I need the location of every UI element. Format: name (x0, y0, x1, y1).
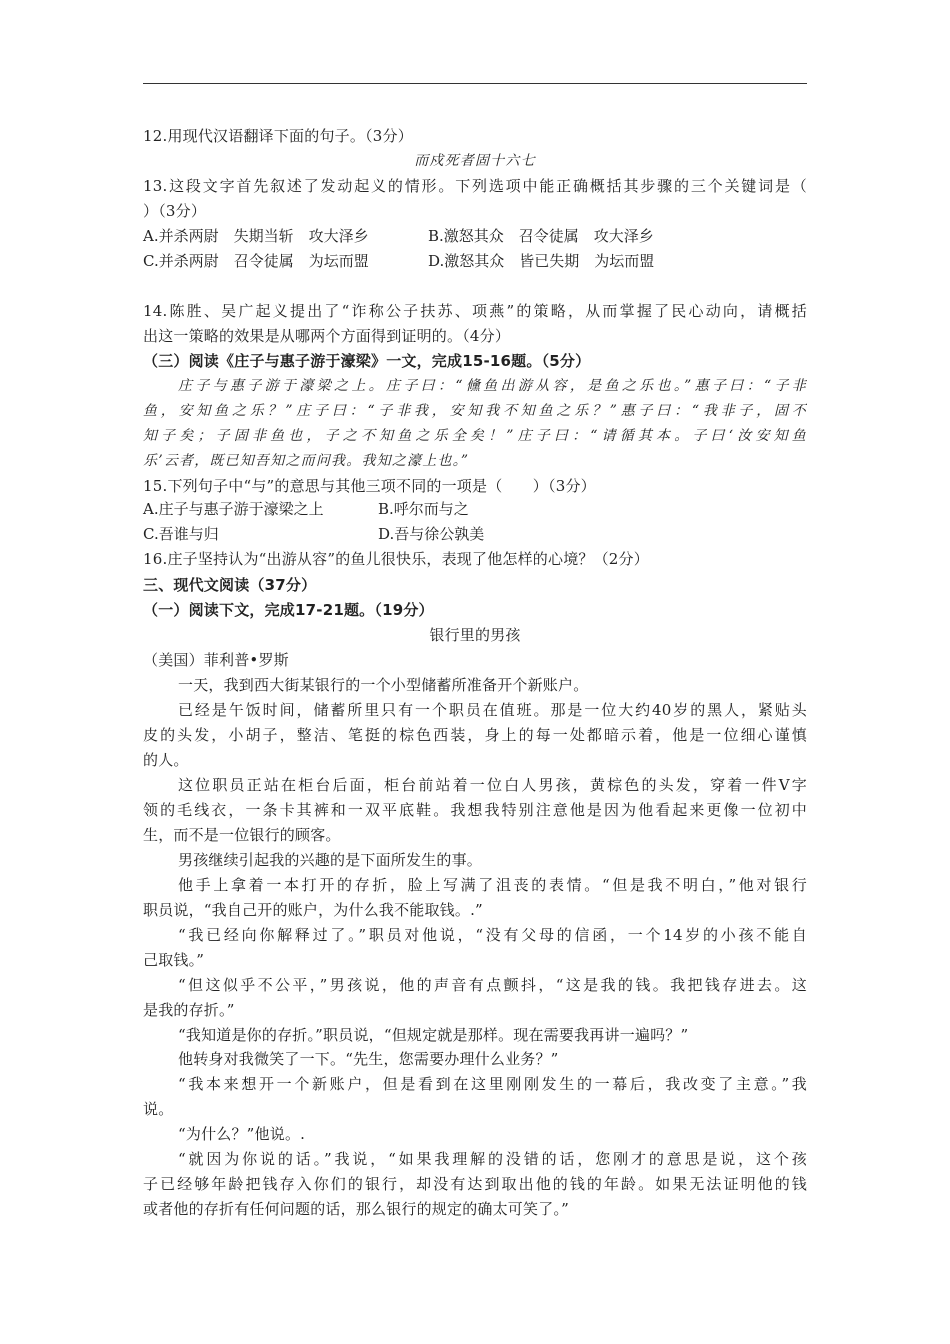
paragraph-3-line1: 这位职员正站在柜台后面，柜台前站着一位白人男孩，黄棕色的头发，穿着一件V字 (178, 776, 807, 794)
question-12-sentence: 而戍死者固十六七 (414, 153, 536, 169)
paragraph-2-line3: 的人。 (143, 751, 189, 769)
question-13-line2: ）（3分） (143, 202, 207, 220)
paragraph-3-line3: 生，而不是一位银行的顾客。 (143, 826, 341, 844)
zhuangzi-line3: 知子矣；子固非鱼也，子之不知鱼之乐全矣！”庄子曰：“请循其本。子曰‘汝安知鱼 (143, 428, 807, 444)
option-13-c: C.并杀两尉 召令徒属 为坛而盟 (143, 252, 369, 270)
paragraph-8: “我知道是你的存折。”职员说，“但规定就是那样。现在需要我再讲一遍吗？” (178, 1026, 689, 1044)
paragraph-2-line1: 已经是午饭时间，储蓄所里只有一个职员在值班。那是一位大约40岁的黑人，紧贴头 (178, 701, 807, 719)
section-heading-3: （三）阅读《庄子与惠子游于濠梁》一文，完成15-16题。（5分） (143, 352, 591, 370)
question-14-line1: 14.陈胜、吴广起义提出了“诈称公子扶苏、项燕”的策略，从而掌握了民心动向，请概括 (143, 302, 807, 320)
paragraph-7-line1: “但这似乎不公平，”男孩说，他的声音有点颤抖，“这是我的钱。我把钱存进去。这 (178, 976, 807, 994)
option-13-a: A.并杀两尉 失期当斩 攻大泽乡 (143, 227, 369, 245)
zhuangzi-line4: 乐’云者，既已知吾知之而问我。我知之濠上也。” (143, 453, 470, 469)
paragraph-9: 他转身对我微笑了一下。“先生，您需要办理什么业务？” (178, 1050, 559, 1068)
question-16: 16.庄子坚持认为“出游从容”的鱼儿很快乐，表现了他怎样的心境？（2分） (143, 550, 649, 568)
paragraph-5-line2: 职员说，“我自己开的账户，为什么我不能取钱。.” (143, 901, 483, 919)
paragraph-12-line3: 或者他的存折有任何问题的话，那么银行的规定的确太可笑了。” (143, 1200, 569, 1218)
zhuangzi-line1: 庄子与惠子游于濠梁之上。庄子曰：“儵鱼出游从容，是鱼之乐也。”惠子曰：“子非 (178, 378, 807, 394)
option-15-c: C.吾谁与归 (143, 525, 219, 543)
paragraph-1: 一天，我到西大街某银行的一个小型储蓄所准备开个新账户。 (178, 676, 589, 694)
paragraph-12-line2: 子已经够年龄把钱存入你们的银行，却没有达到取出他的钱的年龄。如果无法证明他的钱 (143, 1175, 807, 1193)
paragraph-3-line2: 领的毛线衣，一条卡其裤和一双平底鞋。我想我特别注意他是因为他看起来更像一位初中 (143, 801, 807, 819)
question-12: 12.用现代汉语翻译下面的句子。（3分） (143, 127, 413, 145)
paragraph-6-line2: 己取钱。” (143, 951, 205, 969)
story-author: （美国）菲利普•罗斯 (143, 651, 289, 669)
part-3-subheading: （一）阅读下文，完成17-21题。（19分） (143, 601, 434, 619)
paragraph-6-line1: “我已经向你解释过了。”职员对他说，“没有父母的信函，一个14岁的小孩不能自 (178, 926, 807, 944)
option-13-b: B.激怒其众 召令徒属 攻大泽乡 (428, 227, 654, 245)
question-15: 15.下列句子中“与”的意思与其他三项不同的一项是（ ）（3分） (143, 477, 596, 495)
question-14-line2: 出这一策略的效果是从哪两个方面得到证明的。（4分） (143, 327, 511, 345)
paragraph-11: “为什么？”他说。. (178, 1125, 306, 1143)
option-15-a: A.庄子与惠子游于濠梁之上 (143, 500, 324, 518)
story-title: 银行里的男孩 (429, 626, 521, 644)
paragraph-10-line1: “我本来想开一个新账户，但是看到在这里刚刚发生的一幕后，我改变了主意。”我 (178, 1075, 807, 1093)
part-3-heading: 三、现代文阅读（37分） (143, 576, 317, 594)
option-15-d: D.吾与徐公孰美 (378, 525, 485, 543)
option-15-b: B.呼尔而与之 (378, 500, 469, 518)
paragraph-7-line2: 是我的存折。” (143, 1001, 235, 1019)
paragraph-5-line1: 他手上拿着一本打开的存折，脸上写满了沮丧的表情。“但是我不明白，”他对银行 (178, 876, 807, 894)
paragraph-4: 男孩继续引起我的兴趣的是下面所发生的事。 (178, 851, 483, 869)
question-13-line1: 13.这段文字首先叙述了发动起义的情形。下列选项中能正确概括其步骤的三个关键词是（ (143, 177, 807, 195)
paragraph-12-line1: “就因为你说的话。”我说，“如果我理解的没错的话，您刚才的意思是说，这个孩 (178, 1150, 807, 1168)
paragraph-10-line2: 说。 (143, 1100, 174, 1118)
paragraph-2-line2: 皮的头发，小胡子，整洁、笔挺的棕色西装，身上的每一处都暗示着，他是一位细心谨慎 (143, 726, 807, 744)
header-rule (143, 83, 807, 84)
option-13-d: D.激怒其众 皆已失期 为坛而盟 (428, 252, 655, 270)
zhuangzi-line2: 鱼，安知鱼之乐？”庄子曰：“子非我，安知我不知鱼之乐？”惠子曰：“我非子，固不 (143, 403, 807, 419)
